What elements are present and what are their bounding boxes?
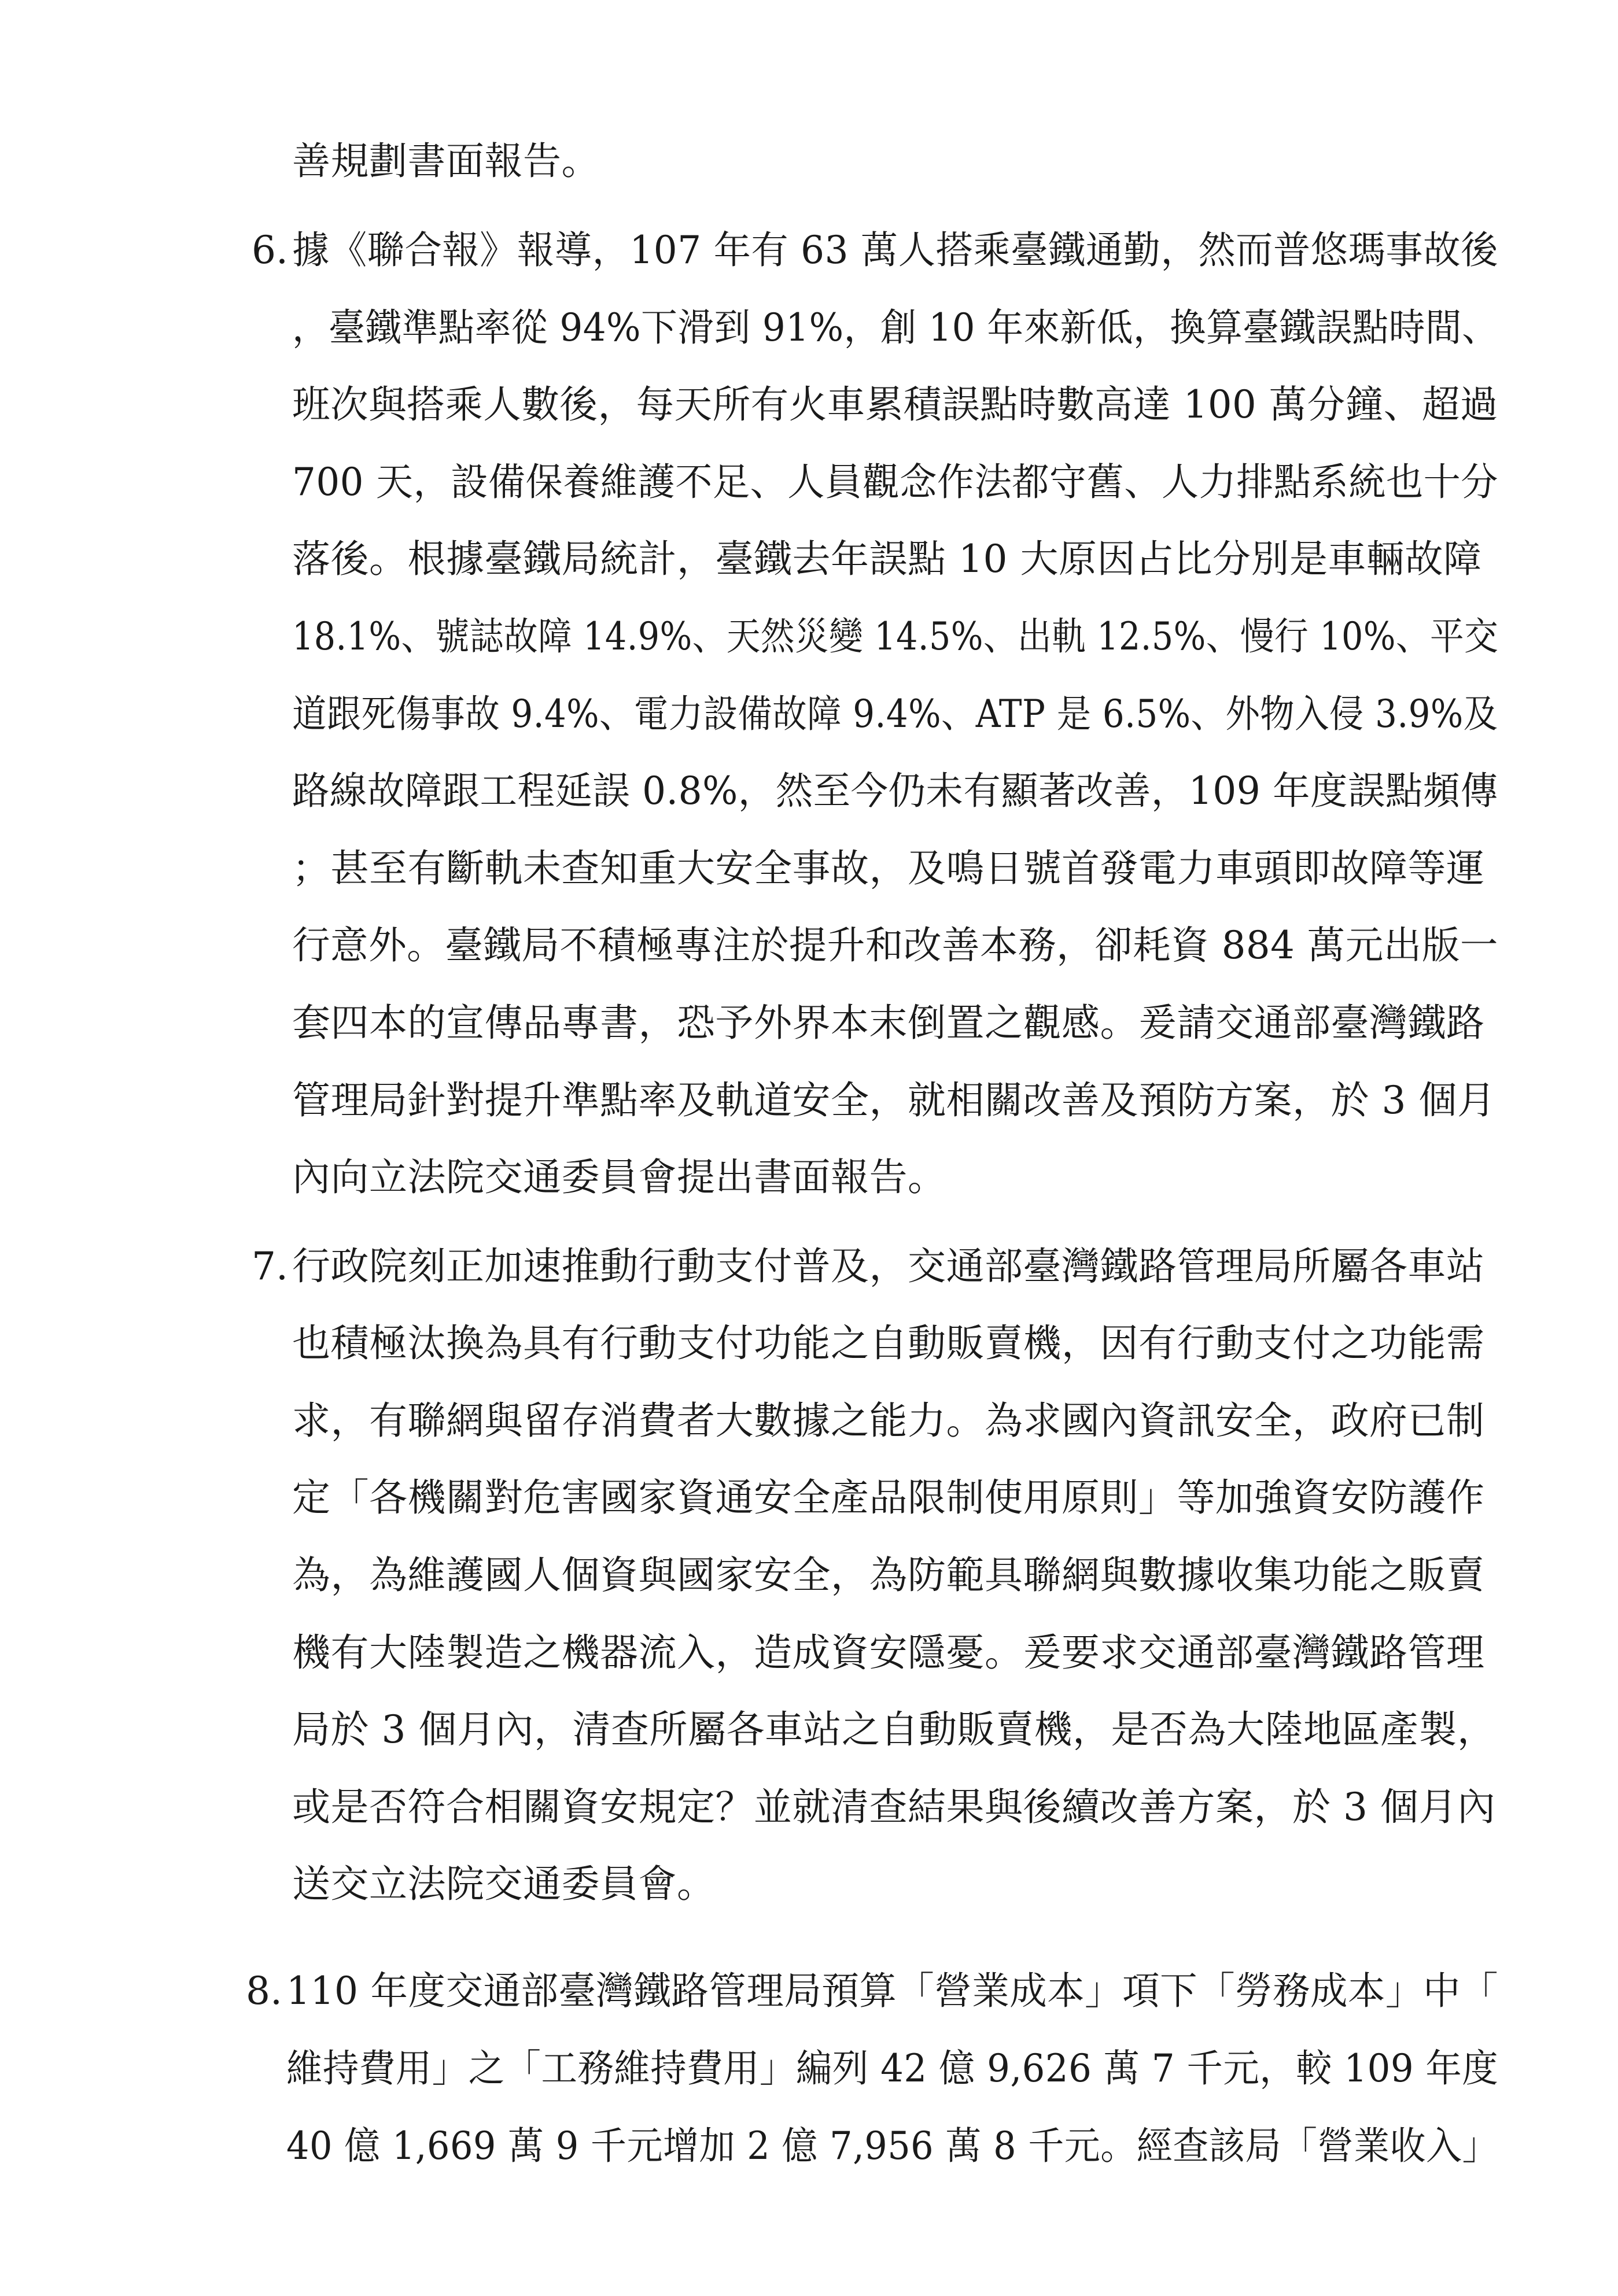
item-6-line: 18.1%、號誌故障 14.9%、天然災變 14.5%、出軌 12.5%、慢行 10%、平交 xyxy=(292,614,1499,659)
item-7-line: 求，有聯網與留存消費者大數據之能力。為求國內資訊安全，政府已制 xyxy=(292,1398,1485,1443)
item-6-line: 落後。根據臺鐵局統計，臺鐵去年誤點 10 大原因占比分別是車輛故障 xyxy=(292,537,1482,581)
item-6-line: ，臺鐵準點率從 94%下滑到 91%，創 10 年來新低，換算臺鐵誤點時間、 xyxy=(292,305,1499,350)
item-number-6: 6. xyxy=(252,228,288,272)
continuation-line: 善規劃書面報告。 xyxy=(292,139,600,183)
item-8-line: 110 年度交通部臺灣鐵路管理局預算「營業成本」項下「勞務成本」中「 xyxy=(286,1969,1498,2013)
item-7-line: 或是否符合相關資安規定？並就清查結果與後續改善方案，於 3 個月內 xyxy=(292,1785,1496,1829)
item-7-line: 定「各機關對危害國家資通安全產品限制使用原則」等加強資安防護作 xyxy=(292,1475,1485,1520)
item-7-line: 行政院刻正加速推動行動支付普及，交通部臺灣鐵路管理局所屬各車站 xyxy=(292,1244,1485,1289)
item-8-line: 40 億 1,669 萬 9 千元增加 2 億 7,956 萬 8 千元。經查該局「營業收入」 xyxy=(286,2124,1499,2168)
item-7-line: 局於 3 個月內，清查所屬各車站之自動販賣機，是否為大陸地區產製， xyxy=(292,1707,1496,1752)
item-7-line: 送交立法院交通委員會。 xyxy=(292,1862,716,1906)
item-7-line: 也積極汰換為具有行動支付功能之自動販賣機，因有行動支付之功能需 xyxy=(292,1321,1485,1365)
item-7-line: 機有大陸製造之機器流入，造成資安隱憂。爰要求交通部臺灣鐵路管理 xyxy=(292,1630,1485,1675)
item-6-line: 行意外。臺鐵局不積極專注於提升和改善本務，卻耗資 884 萬元出版一 xyxy=(292,923,1498,968)
item-6-line: 班次與搭乘人數後，每天所有火車累積誤點時數高達 100 萬分鐘、超過 xyxy=(292,382,1498,427)
item-6-line: 管理局針對提升準點率及軌道安全，就相關改善及預防方案，於 3 個月 xyxy=(292,1078,1496,1123)
item-6-line: 道跟死傷事故 9.4%、電力設備故障 9.4%、ATP 是 6.5%、外物入侵 3.9%及 xyxy=(292,692,1498,736)
item-8-line: 維持費用」之「工務維持費用」編列 42 億 9,626 萬 7 千元，較 109 年度 xyxy=(286,2046,1499,2091)
item-7-line: 為，為維護國人個資與國家安全，為防範具聯網與數據收集功能之販賣 xyxy=(292,1553,1485,1597)
item-6-line: 700 天，設備保養維護不足、人員觀念作法都守舊、人力排點系統也十分 xyxy=(292,460,1498,504)
item-6-line: 路線故障跟工程延誤 0.8%，然至今仍未有顯著改善，109 年度誤點頻傳 xyxy=(292,769,1498,813)
item-number-7: 7. xyxy=(252,1244,288,1289)
item-number-8: 8. xyxy=(246,1969,282,2013)
item-6-line: ；甚至有斷軌未查知重大安全事故，及鳴日號首發電力車頭即故障等運 xyxy=(292,846,1485,891)
item-6-line: 內向立法院交通委員會提出書面報告。 xyxy=(292,1155,946,1199)
item-6-line: 據《聯合報》報導，107 年有 63 萬人搭乘臺鐵通勤，然而普悠瑪事故後 xyxy=(292,228,1498,272)
item-6-line: 套四本的宣傳品專書，恐予外界本末倒置之觀感。爰請交通部臺灣鐵路 xyxy=(292,1001,1485,1045)
